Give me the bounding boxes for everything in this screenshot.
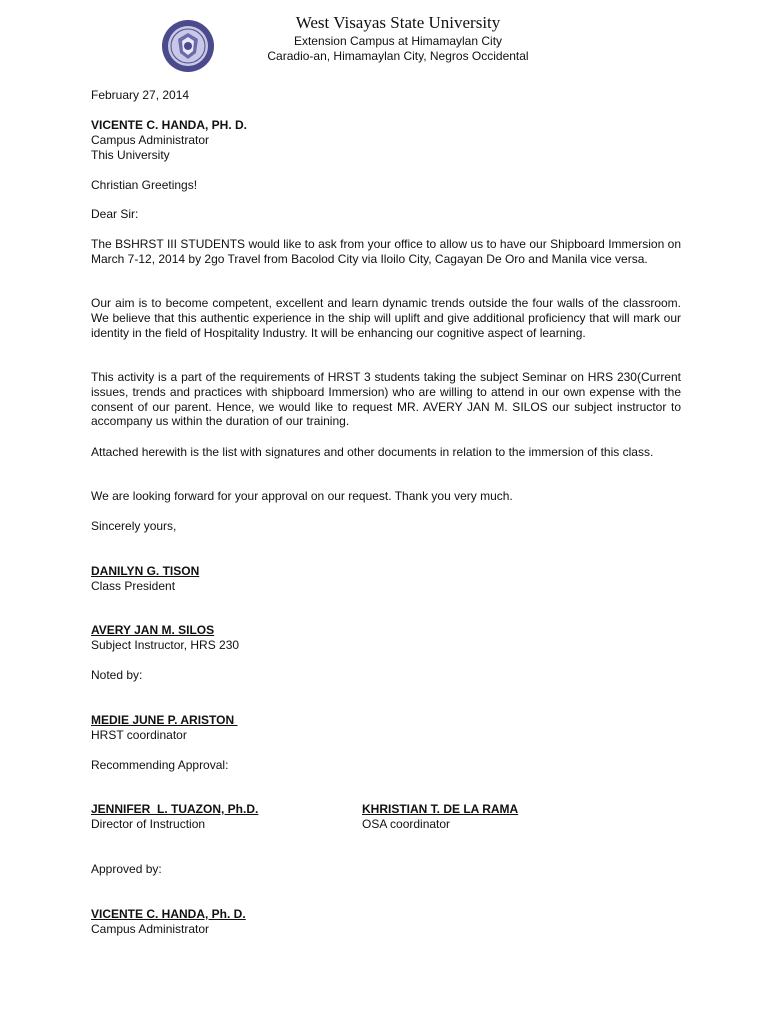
recommending-approval-label: Recommending Approval: xyxy=(91,758,229,772)
letterhead xyxy=(0,10,768,68)
coordinator-name: MEDIE JUNE P. ARISTON xyxy=(91,713,238,727)
recipient-org: This University xyxy=(91,148,170,162)
coordinator-title: HRST coordinator xyxy=(91,728,187,742)
osa-coordinator-title: OSA coordinator xyxy=(362,817,451,831)
approved-by-label: Approved by: xyxy=(91,862,162,876)
paragraph: Attached herewith is the list with signatures and other documents in relation to the immersion of this class. xyxy=(91,445,654,459)
president-title: Class President xyxy=(91,579,176,593)
director-title: Director of Instruction xyxy=(91,817,206,831)
closing: Sincerely yours, xyxy=(91,519,177,533)
president-name: DANILYN G. TISON xyxy=(91,564,200,578)
osa-coordinator-name: KHRISTIAN T. DE LA RAMA xyxy=(362,802,519,816)
director-name: JENNIFER L. TUAZON, Ph.D. xyxy=(91,802,259,816)
administrator-name: VICENTE C. HANDA, Ph. D. xyxy=(91,907,246,921)
paragraph: The BSHRST III STUDENTS would like to ask from your office to allow us to have our Shipboard Immersion on March 7-12, 2014 by 2go Travel from Bacolod City via Iloilo City, Cagayan De Oro and Manila vice versa. xyxy=(91,237,681,266)
instructor-title: Subject Instructor, HRS 230 xyxy=(91,638,240,652)
paragraph: This activity is a part of the requirements of HRST 3 students taking the subject Seminar on HRS 230(Current issues, trends and practices with shipboard Immersion) who are willing to attend in our own expense with the consent of our parent. Hence, we would like to request MR. AVERY JAN M. SILOS our subject instructor to accompany us within the duration of our training. xyxy=(91,370,681,429)
campus-name: Extension Campus at Himamaylan City xyxy=(293,34,503,48)
campus-address: Caradio-an, Himamaylan City, Negros Occidental xyxy=(267,49,529,63)
instructor-name: AVERY JAN M. SILOS xyxy=(91,623,215,637)
greeting: Christian Greetings! xyxy=(91,178,198,192)
noted-by-label: Noted by: xyxy=(91,668,143,682)
letter-date: February 27, 2014 xyxy=(91,88,190,102)
paragraph: Our aim is to become competent, excellent and learn dynamic trends outside the four walls of the classroom. We believe that this authentic experience in the ship will uplift and give additional proficiency that will mark our identity in the field of Hospitality Industry. It will be enhancing our cognitive aspect of learning. xyxy=(91,296,681,340)
university-name: West Visayas State University xyxy=(295,13,501,32)
administrator-title: Campus Administrator xyxy=(91,922,210,936)
recipient-name: VICENTE C. HANDA, PH. D. xyxy=(91,118,248,132)
paragraph: We are looking forward for your approval on our request. Thank you very much. xyxy=(91,489,513,503)
recipient-title: Campus Administrator xyxy=(91,133,210,147)
salutation: Dear Sir: xyxy=(91,207,139,221)
